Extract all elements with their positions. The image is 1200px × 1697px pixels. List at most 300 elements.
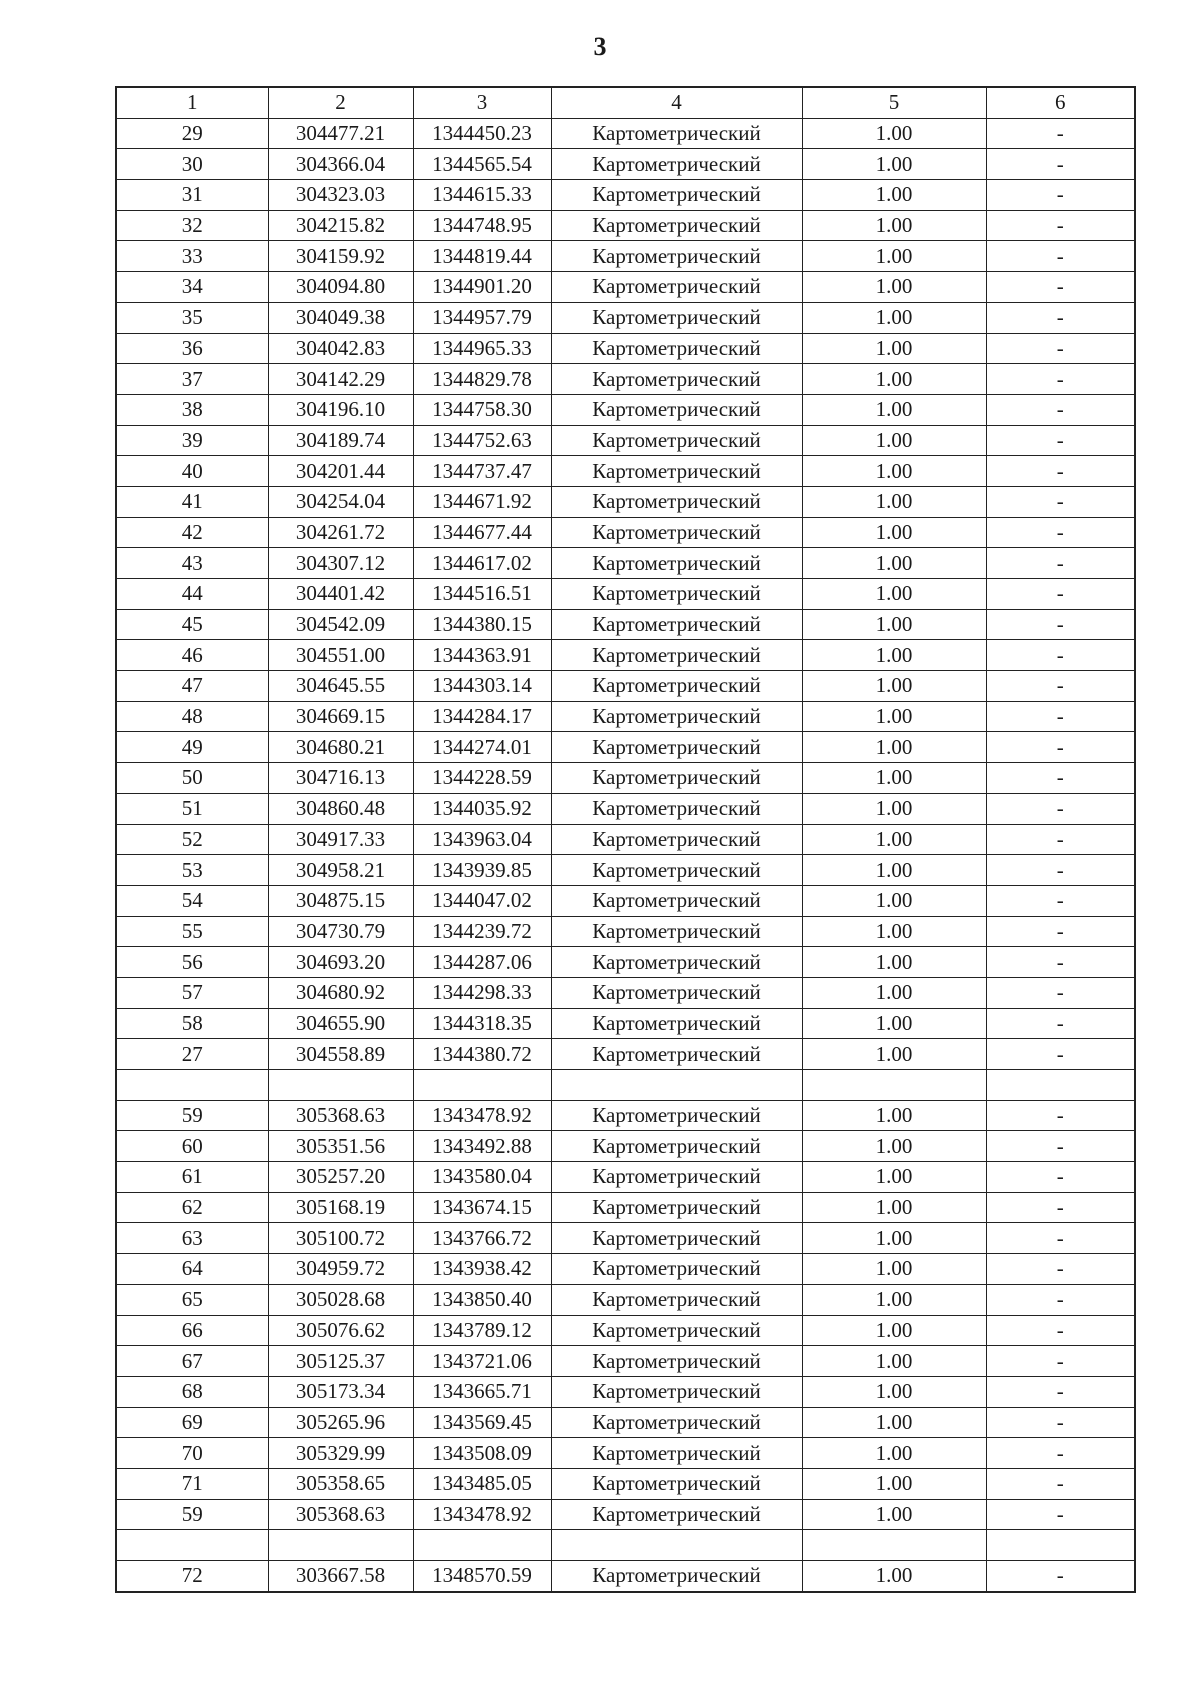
x-coordinate-cell: 304669.15 xyxy=(268,701,413,732)
accuracy-cell: 1.00 xyxy=(802,149,986,180)
note-cell: - xyxy=(986,732,1135,763)
note-cell: - xyxy=(986,1438,1135,1469)
y-coordinate-cell: 1344965.33 xyxy=(413,333,551,364)
note-cell: - xyxy=(986,1315,1135,1346)
accuracy-cell: 1.00 xyxy=(802,302,986,333)
method-cell: Картометрический xyxy=(551,1223,802,1254)
note-cell: - xyxy=(986,1284,1135,1315)
point-number-cell: 34 xyxy=(116,272,268,303)
x-coordinate-cell: 304959.72 xyxy=(268,1254,413,1285)
x-coordinate-cell: 304716.13 xyxy=(268,763,413,794)
accuracy-cell: 1.00 xyxy=(802,1131,986,1162)
method-cell: Картометрический xyxy=(551,333,802,364)
note-cell: - xyxy=(986,977,1135,1008)
method-cell: Картометрический xyxy=(551,793,802,824)
note-cell: - xyxy=(986,1376,1135,1407)
x-coordinate-cell: 304477.21 xyxy=(268,118,413,149)
x-coordinate-cell: 304958.21 xyxy=(268,855,413,886)
note-cell: - xyxy=(986,1561,1135,1592)
y-coordinate-cell: 1343939.85 xyxy=(413,855,551,886)
table-row xyxy=(116,824,1135,855)
point-number-cell: 31 xyxy=(116,180,268,211)
x-coordinate-cell: 304323.03 xyxy=(268,180,413,211)
table-row xyxy=(116,1561,1135,1592)
table-row xyxy=(116,149,1135,180)
table-row xyxy=(116,1499,1135,1530)
point-number-cell: 50 xyxy=(116,763,268,794)
accuracy-cell: 1.00 xyxy=(802,1008,986,1039)
point-number-cell: 51 xyxy=(116,793,268,824)
table-row xyxy=(116,425,1135,456)
method-cell xyxy=(551,1070,802,1101)
point-number-cell: 59 xyxy=(116,1499,268,1530)
accuracy-cell: 1.00 xyxy=(802,732,986,763)
note-cell: - xyxy=(986,548,1135,579)
method-cell: Картометрический xyxy=(551,671,802,702)
note-cell: - xyxy=(986,1223,1135,1254)
accuracy-cell: 1.00 xyxy=(802,394,986,425)
y-coordinate-cell: 1344274.01 xyxy=(413,732,551,763)
accuracy-cell: 1.00 xyxy=(802,885,986,916)
accuracy-cell: 1.00 xyxy=(802,640,986,671)
point-number-cell: 58 xyxy=(116,1008,268,1039)
y-coordinate-cell: 1344758.30 xyxy=(413,394,551,425)
y-coordinate-cell: 1344363.91 xyxy=(413,640,551,671)
y-coordinate-cell: 1344380.72 xyxy=(413,1039,551,1070)
note-cell: - xyxy=(986,241,1135,272)
method-cell xyxy=(551,1530,802,1561)
point-number-cell: 36 xyxy=(116,333,268,364)
x-coordinate-cell: 305257.20 xyxy=(268,1162,413,1193)
point-number-cell: 42 xyxy=(116,517,268,548)
accuracy-cell: 1.00 xyxy=(802,1100,986,1131)
method-cell: Картометрический xyxy=(551,609,802,640)
table-row xyxy=(116,671,1135,702)
point-number-cell: 67 xyxy=(116,1346,268,1377)
accuracy-cell xyxy=(802,1530,986,1561)
note-cell: - xyxy=(986,272,1135,303)
x-coordinate-cell: 304366.04 xyxy=(268,149,413,180)
point-number-cell: 44 xyxy=(116,579,268,610)
table-row xyxy=(116,272,1135,303)
method-cell: Картометрический xyxy=(551,977,802,1008)
page-number: 3 xyxy=(593,32,607,61)
note-cell: - xyxy=(986,916,1135,947)
table-row xyxy=(116,118,1135,149)
table-row xyxy=(116,1254,1135,1285)
accuracy-cell xyxy=(802,1070,986,1101)
table-row xyxy=(116,916,1135,947)
accuracy-cell: 1.00 xyxy=(802,1192,986,1223)
note-cell: - xyxy=(986,180,1135,211)
note-cell: - xyxy=(986,824,1135,855)
x-coordinate-cell: 304693.20 xyxy=(268,947,413,978)
x-coordinate-cell xyxy=(268,1530,413,1561)
point-number-cell: 68 xyxy=(116,1376,268,1407)
accuracy-cell: 1.00 xyxy=(802,793,986,824)
method-cell: Картометрический xyxy=(551,1561,802,1592)
point-number-cell: 47 xyxy=(116,671,268,702)
point-number-cell: 33 xyxy=(116,241,268,272)
method-cell: Картометрический xyxy=(551,394,802,425)
note-cell: - xyxy=(986,1254,1135,1285)
method-cell: Картометрический xyxy=(551,425,802,456)
method-cell: Картометрический xyxy=(551,548,802,579)
method-cell: Картометрический xyxy=(551,456,802,487)
y-coordinate-cell: 1344752.63 xyxy=(413,425,551,456)
y-coordinate-cell: 1343766.72 xyxy=(413,1223,551,1254)
method-cell: Картометрический xyxy=(551,149,802,180)
accuracy-cell: 1.00 xyxy=(802,701,986,732)
x-coordinate-cell: 305351.56 xyxy=(268,1131,413,1162)
x-coordinate-cell: 304254.04 xyxy=(268,486,413,517)
y-coordinate-cell: 1344819.44 xyxy=(413,241,551,272)
x-coordinate-cell: 304042.83 xyxy=(268,333,413,364)
table-row xyxy=(116,1100,1135,1131)
note-cell: - xyxy=(986,364,1135,395)
accuracy-cell: 1.00 xyxy=(802,118,986,149)
x-coordinate-cell: 304049.38 xyxy=(268,302,413,333)
method-cell: Картометрический xyxy=(551,1315,802,1346)
y-coordinate-cell: 1343508.09 xyxy=(413,1438,551,1469)
x-coordinate-cell xyxy=(268,1070,413,1101)
point-number-cell: 48 xyxy=(116,701,268,732)
table-body xyxy=(116,118,1135,1592)
x-coordinate-cell: 304558.89 xyxy=(268,1039,413,1070)
note-cell: - xyxy=(986,1100,1135,1131)
note-cell xyxy=(986,1530,1135,1561)
table-row xyxy=(116,1407,1135,1438)
point-number-cell: 45 xyxy=(116,609,268,640)
method-cell: Картометрический xyxy=(551,701,802,732)
method-cell: Картометрический xyxy=(551,824,802,855)
coordinates-table xyxy=(115,86,1136,1593)
point-number-cell: 72 xyxy=(116,1561,268,1592)
accuracy-cell: 1.00 xyxy=(802,1376,986,1407)
point-number-cell: 38 xyxy=(116,394,268,425)
note-cell: - xyxy=(986,149,1135,180)
table-row xyxy=(116,548,1135,579)
note-cell: - xyxy=(986,333,1135,364)
y-coordinate-cell: 1348570.59 xyxy=(413,1561,551,1592)
x-coordinate-cell: 305368.63 xyxy=(268,1499,413,1530)
accuracy-cell: 1.00 xyxy=(802,241,986,272)
y-coordinate-cell: 1344035.92 xyxy=(413,793,551,824)
x-coordinate-cell: 304094.80 xyxy=(268,272,413,303)
y-coordinate-cell: 1344380.15 xyxy=(413,609,551,640)
x-coordinate-cell: 305125.37 xyxy=(268,1346,413,1377)
point-number-cell: 49 xyxy=(116,732,268,763)
method-cell: Картометрический xyxy=(551,241,802,272)
point-number-cell: 61 xyxy=(116,1162,268,1193)
y-coordinate-cell: 1344617.02 xyxy=(413,548,551,579)
point-number-cell: 60 xyxy=(116,1131,268,1162)
accuracy-cell: 1.00 xyxy=(802,671,986,702)
accuracy-cell: 1.00 xyxy=(802,609,986,640)
accuracy-cell: 1.00 xyxy=(802,1223,986,1254)
x-coordinate-cell: 304655.90 xyxy=(268,1008,413,1039)
y-coordinate-cell: 1344239.72 xyxy=(413,916,551,947)
table-row xyxy=(116,579,1135,610)
x-coordinate-cell: 305100.72 xyxy=(268,1223,413,1254)
method-cell: Картометрический xyxy=(551,1008,802,1039)
table-row xyxy=(116,1346,1135,1377)
y-coordinate-cell: 1343492.88 xyxy=(413,1131,551,1162)
x-coordinate-cell: 305368.63 xyxy=(268,1100,413,1131)
table-row xyxy=(116,977,1135,1008)
method-cell: Картометрический xyxy=(551,1192,802,1223)
table-row xyxy=(116,1315,1135,1346)
y-coordinate-cell: 1344228.59 xyxy=(413,763,551,794)
method-cell: Картометрический xyxy=(551,517,802,548)
method-cell: Картометрический xyxy=(551,579,802,610)
note-cell: - xyxy=(986,1499,1135,1530)
x-coordinate-cell: 304401.42 xyxy=(268,579,413,610)
table-row xyxy=(116,1192,1135,1223)
table-row xyxy=(116,855,1135,886)
table-row xyxy=(116,640,1135,671)
method-cell: Картометрический xyxy=(551,486,802,517)
accuracy-cell: 1.00 xyxy=(802,517,986,548)
method-cell: Картометрический xyxy=(551,763,802,794)
method-cell: Картометрический xyxy=(551,640,802,671)
x-coordinate-cell: 303667.58 xyxy=(268,1561,413,1592)
point-number-cell: 71 xyxy=(116,1468,268,1499)
y-coordinate-cell: 1344298.33 xyxy=(413,977,551,1008)
point-number-cell: 32 xyxy=(116,210,268,241)
x-coordinate-cell: 304159.92 xyxy=(268,241,413,272)
table-row xyxy=(116,763,1135,794)
x-coordinate-cell: 305028.68 xyxy=(268,1284,413,1315)
note-cell: - xyxy=(986,701,1135,732)
point-number-cell: 65 xyxy=(116,1284,268,1315)
y-coordinate-cell: 1343938.42 xyxy=(413,1254,551,1285)
table-row xyxy=(116,394,1135,425)
method-cell: Картометрический xyxy=(551,1284,802,1315)
table-row xyxy=(116,1438,1135,1469)
note-cell: - xyxy=(986,425,1135,456)
point-number-cell xyxy=(116,1070,268,1101)
point-number-cell: 63 xyxy=(116,1223,268,1254)
x-coordinate-cell: 305173.34 xyxy=(268,1376,413,1407)
note-cell: - xyxy=(986,1468,1135,1499)
table-row xyxy=(116,885,1135,916)
accuracy-cell: 1.00 xyxy=(802,333,986,364)
x-coordinate-cell: 304860.48 xyxy=(268,793,413,824)
x-coordinate-cell: 304917.33 xyxy=(268,824,413,855)
method-cell: Картометрический xyxy=(551,1499,802,1530)
point-number-cell: 59 xyxy=(116,1100,268,1131)
accuracy-cell: 1.00 xyxy=(802,272,986,303)
method-cell: Картометрический xyxy=(551,885,802,916)
accuracy-cell: 1.00 xyxy=(802,364,986,395)
note-cell: - xyxy=(986,793,1135,824)
x-coordinate-cell: 304680.21 xyxy=(268,732,413,763)
y-coordinate-cell: 1343665.71 xyxy=(413,1376,551,1407)
table-row xyxy=(116,1530,1135,1561)
note-cell: - xyxy=(986,302,1135,333)
y-coordinate-cell: 1344901.20 xyxy=(413,272,551,303)
point-number-cell: 27 xyxy=(116,1039,268,1070)
x-coordinate-cell: 305168.19 xyxy=(268,1192,413,1223)
y-coordinate-cell: 1344516.51 xyxy=(413,579,551,610)
table-row xyxy=(116,793,1135,824)
x-coordinate-cell: 305358.65 xyxy=(268,1468,413,1499)
table-row xyxy=(116,456,1135,487)
point-number-cell: 35 xyxy=(116,302,268,333)
x-coordinate-cell: 304261.72 xyxy=(268,517,413,548)
y-coordinate-cell: 1343850.40 xyxy=(413,1284,551,1315)
note-cell: - xyxy=(986,486,1135,517)
header-col-1: 1 xyxy=(116,87,268,118)
table-row xyxy=(116,1131,1135,1162)
point-number-cell: 70 xyxy=(116,1438,268,1469)
table-row xyxy=(116,210,1135,241)
note-cell xyxy=(986,1070,1135,1101)
note-cell: - xyxy=(986,394,1135,425)
table-row xyxy=(116,1162,1135,1193)
table-row xyxy=(116,180,1135,211)
y-coordinate-cell: 1343789.12 xyxy=(413,1315,551,1346)
accuracy-cell: 1.00 xyxy=(802,425,986,456)
x-coordinate-cell: 305076.62 xyxy=(268,1315,413,1346)
method-cell: Картометрический xyxy=(551,210,802,241)
accuracy-cell: 1.00 xyxy=(802,1039,986,1070)
table-row xyxy=(116,732,1135,763)
point-number-cell: 52 xyxy=(116,824,268,855)
method-cell: Картометрический xyxy=(551,1162,802,1193)
table-header xyxy=(116,87,1135,118)
note-cell: - xyxy=(986,210,1135,241)
point-number-cell: 30 xyxy=(116,149,268,180)
table-row xyxy=(116,1468,1135,1499)
note-cell: - xyxy=(986,517,1135,548)
y-coordinate-cell xyxy=(413,1070,551,1101)
accuracy-cell: 1.00 xyxy=(802,1315,986,1346)
header-col-6: 6 xyxy=(986,87,1135,118)
y-coordinate-cell: 1344671.92 xyxy=(413,486,551,517)
accuracy-cell: 1.00 xyxy=(802,456,986,487)
note-cell: - xyxy=(986,579,1135,610)
y-coordinate-cell: 1344957.79 xyxy=(413,302,551,333)
point-number-cell: 55 xyxy=(116,916,268,947)
table-row xyxy=(116,609,1135,640)
header-col-3: 3 xyxy=(413,87,551,118)
y-coordinate-cell xyxy=(413,1530,551,1561)
table-row xyxy=(116,947,1135,978)
y-coordinate-cell: 1344737.47 xyxy=(413,456,551,487)
note-cell: - xyxy=(986,855,1135,886)
method-cell: Картометрический xyxy=(551,302,802,333)
point-number-cell: 66 xyxy=(116,1315,268,1346)
accuracy-cell: 1.00 xyxy=(802,1468,986,1499)
method-cell: Картометрический xyxy=(551,1346,802,1377)
header-row xyxy=(116,87,1135,118)
y-coordinate-cell: 1344047.02 xyxy=(413,885,551,916)
x-coordinate-cell: 304730.79 xyxy=(268,916,413,947)
x-coordinate-cell: 304196.10 xyxy=(268,394,413,425)
accuracy-cell: 1.00 xyxy=(802,824,986,855)
note-cell: - xyxy=(986,763,1135,794)
accuracy-cell: 1.00 xyxy=(802,916,986,947)
x-coordinate-cell: 304645.55 xyxy=(268,671,413,702)
note-cell: - xyxy=(986,1407,1135,1438)
note-cell: - xyxy=(986,640,1135,671)
y-coordinate-cell: 1344829.78 xyxy=(413,364,551,395)
note-cell: - xyxy=(986,456,1135,487)
accuracy-cell: 1.00 xyxy=(802,180,986,211)
accuracy-cell: 1.00 xyxy=(802,210,986,241)
point-number-cell: 37 xyxy=(116,364,268,395)
table-row xyxy=(116,333,1135,364)
table-row xyxy=(116,302,1135,333)
table-row xyxy=(116,1376,1135,1407)
method-cell: Картометрический xyxy=(551,1438,802,1469)
table-row xyxy=(116,1223,1135,1254)
table-row xyxy=(116,1008,1135,1039)
x-coordinate-cell: 304215.82 xyxy=(268,210,413,241)
point-number-cell: 29 xyxy=(116,118,268,149)
y-coordinate-cell: 1343580.04 xyxy=(413,1162,551,1193)
point-number-cell: 46 xyxy=(116,640,268,671)
y-coordinate-cell: 1344565.54 xyxy=(413,149,551,180)
accuracy-cell: 1.00 xyxy=(802,1407,986,1438)
accuracy-cell: 1.00 xyxy=(802,486,986,517)
y-coordinate-cell: 1344677.44 xyxy=(413,517,551,548)
y-coordinate-cell: 1343478.92 xyxy=(413,1499,551,1530)
point-number-cell: 69 xyxy=(116,1407,268,1438)
header-col-2: 2 xyxy=(268,87,413,118)
note-cell: - xyxy=(986,671,1135,702)
note-cell: - xyxy=(986,1346,1135,1377)
method-cell: Картометрический xyxy=(551,1376,802,1407)
x-coordinate-cell: 304875.15 xyxy=(268,885,413,916)
header-col-4: 4 xyxy=(551,87,802,118)
x-coordinate-cell: 305265.96 xyxy=(268,1407,413,1438)
y-coordinate-cell: 1344615.33 xyxy=(413,180,551,211)
y-coordinate-cell: 1343485.05 xyxy=(413,1468,551,1499)
x-coordinate-cell: 304142.29 xyxy=(268,364,413,395)
x-coordinate-cell: 305329.99 xyxy=(268,1438,413,1469)
method-cell: Картометрический xyxy=(551,1100,802,1131)
x-coordinate-cell: 304542.09 xyxy=(268,609,413,640)
method-cell: Картометрический xyxy=(551,118,802,149)
accuracy-cell: 1.00 xyxy=(802,1438,986,1469)
note-cell: - xyxy=(986,1008,1135,1039)
note-cell: - xyxy=(986,118,1135,149)
table-row xyxy=(116,1070,1135,1101)
table-row xyxy=(116,701,1135,732)
x-coordinate-cell: 304551.00 xyxy=(268,640,413,671)
method-cell: Картометрический xyxy=(551,180,802,211)
y-coordinate-cell: 1344287.06 xyxy=(413,947,551,978)
y-coordinate-cell: 1343721.06 xyxy=(413,1346,551,1377)
accuracy-cell: 1.00 xyxy=(802,579,986,610)
point-number-cell xyxy=(116,1530,268,1561)
y-coordinate-cell: 1343569.45 xyxy=(413,1407,551,1438)
y-coordinate-cell: 1343963.04 xyxy=(413,824,551,855)
point-number-cell: 56 xyxy=(116,947,268,978)
point-number-cell: 54 xyxy=(116,885,268,916)
accuracy-cell: 1.00 xyxy=(802,1254,986,1285)
point-number-cell: 43 xyxy=(116,548,268,579)
method-cell: Картометрический xyxy=(551,272,802,303)
accuracy-cell: 1.00 xyxy=(802,947,986,978)
table-row xyxy=(116,241,1135,272)
accuracy-cell: 1.00 xyxy=(802,763,986,794)
note-cell: - xyxy=(986,1131,1135,1162)
method-cell: Картометрический xyxy=(551,1131,802,1162)
